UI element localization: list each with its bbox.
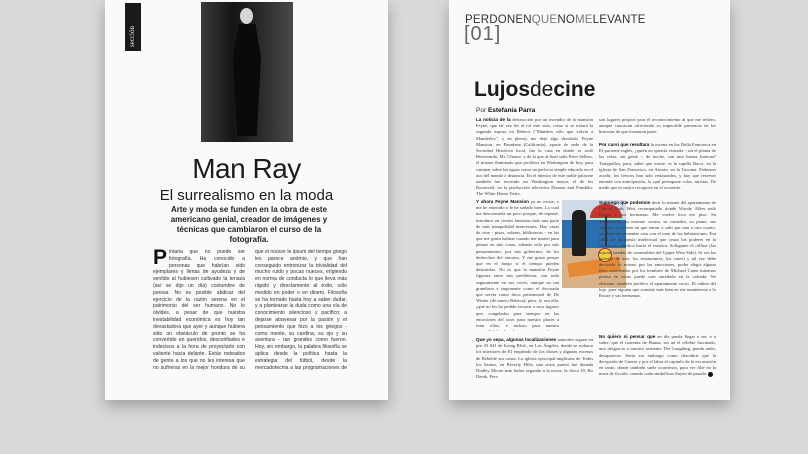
paragraph-4: son lugares propios para el reconocimiento al que me refiero, aunque conozcan ofreciendo su impecable presencia en las historias de que formaron parte.	[599, 117, 716, 135]
section-label: sección	[128, 26, 136, 47]
article-column-2	[255, 249, 347, 371]
paragraph-5: Por cursi que resultara la escena en los Della Francesca en El paciente inglés, ¿quién no querría visitarla - sin el planta de las velas, sin gente -, de noche, con una buena linterna? Tranquillos, para, saber que existe: es la capilla Bacci, en la iglesia de San Francesco, en Arezzo, en la Toscana. Podemos acudir, los frescos han sido restaurados, y hay que reservar entrada con anticipación, la cual presupone colas, turistas. De modo que es mejor recogerse en el recuerdo.	[599, 142, 716, 191]
article-title: Lujosdecine	[474, 78, 596, 101]
article-columns	[153, 249, 347, 371]
end-mark-icon	[708, 372, 713, 377]
man-ray-portrait-photo	[201, 2, 293, 142]
article-title: Man Ray	[192, 153, 301, 184]
paragraph-3: Que yo sepa, algunas localizaciones naturales siguen en pie: El 641 de Irving Blvd., en Los Ángeles, donde se rodaron los interiores de El empleado de los dioses y algunas escenas de Rebelde sin causa. La iglesia episcopal-anglicana de Todos los Santos, en Beverly Hills, una sexta puerta fue donada Dudley Moore más huber segundo a la novia, la chica 10, Bo Derek. Pero	[476, 337, 593, 380]
article-column-1	[153, 249, 245, 371]
article-dek: Arte y moda se funden en la obra de este americano genial, creador de imágenes y técnicas que cambiaron el curso de la fotografía.	[170, 205, 328, 244]
issue-number: [01]	[464, 23, 502, 45]
section-kicker: PERDONENQUENOMELEVANTE	[465, 14, 646, 26]
section-tab	[125, 3, 141, 51]
right-magazine-page	[449, 0, 730, 400]
byline: Por Estefanía Parra	[476, 107, 536, 114]
column-2-text: que el noúcer le ipsum del tiempo griego les parece anómio, y que han conseguido entronizar la trivialidad del mucho ruido y pocas nueces, erigiendo en norma de conducta lo que lleva más rápido y directamente al éxito, sólo medido en poder o en dinero. Filosofía se ha tornado hasta hoy a saber dudar, y a plantearse la duda como una vía de conocimiento silencioso y pacífico; a dejarse atravesar por la pasión y el pensamiento que hizo a los griegos - como mente, su cardina, su ojo y su aventura - tan grandes como fueron. Hoy, sin embargo, la palabra filosofía se aplica desde la política hasta la estrategia del fútbol, desde la mercadotecnia a las programaciones de	[255, 249, 347, 371]
left-magazine-page	[105, 0, 388, 400]
paragraph-1: La noticia de la destrucción por un incendio de la mansión Feyne, que tal vez les el rol este solo, como si se tratara la segunda esposa en Rebeca ("Manders sólo que volvía a Manderley", y en pleno), me dejó algo desolada. Feyne Mansion, en Pasadena (California), aparte de sede de la Sociedad Histórica local, fue la casa en donde se rodó Bienvenido, Mr. Chance, y de la que al final salía Peter Sellers, el mismo iluminado que prolifera en Washington de hoy, para caminar sobre las aguas como un perfecto simple educado en el uso del mando a distancia. En el interior de este noble palacete también fue recreado un Washington mayor, el de los Roosevelt, en la producción televisiva Eleanor and Franklin: The White House Years.	[476, 117, 593, 196]
dropcap: P	[153, 249, 168, 269]
paragraph-6: Supongo que podemos decir lo mismo del apartamento de Central Park West recomputado donde Woody Allen rodó Hanna y sus hermanas. Me vuelve loca ese piso. Su distribución, su enorme cocina, su comedor, su piano, sus salones. Lo tienen en que entrar y salir por uno a otro cuarto, sin dejar de comentar cara con el tono de las habitaciones. Esa señal de burguesía intelectual que cruza los poderes en la ficción se ramifica hacia el exterior. Soltigante el offline (las lujosas tiendas de comestibles del Upper West Side). Si ves las galerías de arte, los restaurantes, los cines) y tal vez debe decírselo lo mismo por las emociones, poder elegir alguno libro autorizadas por los hombres de Michael Caine mientras piensa en cómo puede caer enredado en la calzada. No obstante, también prefiero el apartamento vacío. El online del lujo, para alguien que consiste más bien en ese mantenerse a lo Rouse y sus hermanas.	[599, 200, 716, 299]
portrait-figure	[231, 8, 263, 136]
article-subtitle: El surrealismo en la moda	[159, 187, 334, 204]
column-1-text: intaria que no puede ser fotografía. Ha conocido a personas que habrían sido ejemplares y llenas de ayudeza y de sentido al hubiesen cultivado la tenaza (así se dijo un día) costumbre de pensar. No es posible abdicar del ejercicio de la razón serena en el patrimonio del ser humano. No lo olvides, a pesar de que nuestra inestabilidad económica es hoy tan devastadora que ayer y aunque hubiera sido un obstáculo de pronto se ha convertido en queridos, desconfiados e indecisos a la hora de proyectarlo con valiente hacia delante. Estás rodeados de gente a los que no les interesa que no sufrieras en la mejor hondura de su	[153, 249, 245, 371]
paragraph-7: No quiero ni pensar que en día pueda llegar a ser, o a saber, qué el cuarenta de Hanna, sin un el célebre fascinado, una desgracia a nuestro asistente The Laughing, pueda arder, desaparecer. Sería sin embargo como descubrir que la decepción de Guerre y por el labra el capitulo de la excavación en tanto, donde también suele ocurrimos, para ver filie en la mera de ficción, cuando cuán simbólicas fluyen de pasado.	[599, 334, 716, 377]
paragraph-2: Y ahora Feyne Mansion ya no existe, o me he enterado o le he soñado bien. Lo cual me desconsuela un poco porque, de repente, introduce en ciertas fantasías más una parte de más tranquilidad innecesaria. Hay casas de cine - pisos, solares, bibliotecas - en las que me gusta habitar cuando me muero para pensar en mis cosas, además sólo por mis pensamientos, por mis gobiernos, de los deshechos del entorno. Y me gusta pensar que en el fuego si el tiempo pueden destruirlas. No es que la mansión Feyne figurara entre mis predilectas, con todo seguramente en sus voces, aunque no tan grandiosa e imponente como el decorado que servía como finca patrimonial de De Winter (de nuevo Rebeca); pero, lo sea ella, ¿qué no les ha pedido recurrir a esos lugares que, congelados para siempre en las emociones del cine, para nuestro placer a estar ellos, e incluso para nuestra	[476, 199, 559, 329]
